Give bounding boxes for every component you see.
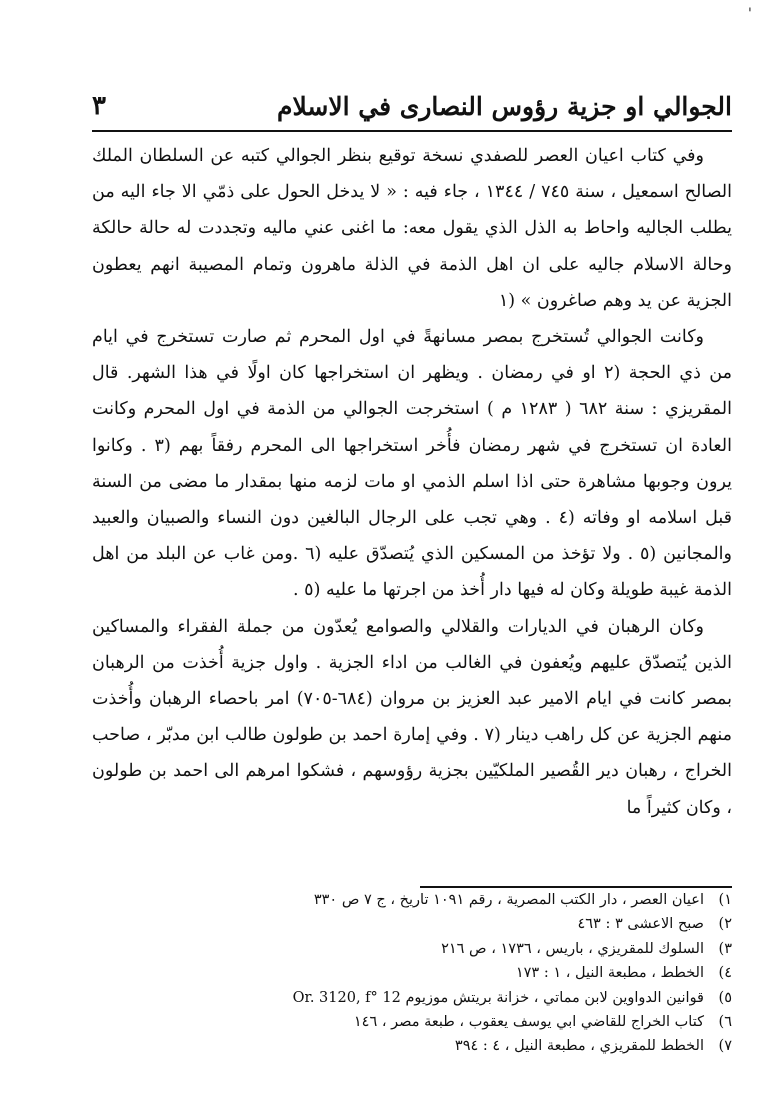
- footnote: [150, 1034, 732, 1058]
- paragraph: وفي كتاب اعيان العصر للصفدي نسخة توقيع بنظر الجوالي كتبه عن السلطان الملك الصالح اسمعيل ، سنة ٧٤٥ / ١٣٤٤ ، جاء فيه : « لا يدخل الحول على ذمّي الا جاء اليه من يطلب الجاليه واحاط به الذل الذي يقول معه: ما اغنى عني ماليه وتجددت له حالة حالكة وحالة الاسلام جاليه على ان اهل الذمة في الذلة ماهرون وتمام المصيبة انهم يعطون الجزية عن يد وهم صاغرون » (١: [92, 146, 732, 311]
- footnote: [150, 961, 732, 985]
- header-title: الجوالي او جزية رؤوس النصارى في الاسلام: [277, 91, 732, 121]
- running-header: [92, 88, 732, 124]
- footnote-number: ٥): [718, 989, 732, 1006]
- corner-mark: ': [748, 6, 752, 22]
- footnote-text: صبح الاعشى ٣ : ٤٦٣: [577, 916, 704, 933]
- body-text: [92, 138, 732, 826]
- header-divider: [92, 130, 732, 132]
- footnote-number: ٧): [718, 1038, 732, 1055]
- footnote-text: اعيان العصر ، دار الكتب المصرية ، رقم ١٠٩١ تاريخ ، ج ٧ ص ٣٣٠: [313, 892, 704, 908]
- footnotes-list: [150, 888, 732, 1059]
- footnote: [150, 912, 732, 936]
- page-number: ٣: [92, 91, 106, 121]
- footnote-number: ٣): [718, 940, 732, 957]
- footnote: [150, 986, 732, 1010]
- footnote: [150, 888, 732, 912]
- paragraph: وكان الرهبان في الديارات والقلالي والصوامع يُعدّون من جملة الفقراء والمساكين الذين يُتصدّق عليهم ويُعفون في الغالب من اداء الجزية . واول جزية أُخذت من الرهبان بمصر كانت في ايام الامير عبد العزيز بن مروان (٦٨٤-٧٠٥) امر باحصاء الرهبان وأُخذت منهم الجزية عن كل راهب دينار (٧ . وفي إمارة احمد بن طولون طالب ابن مدبّر ، صاحب الخراج ، رهبان دير القُصير الملكيّين بجزية رؤوسهم ، فشكوا امرهم الى احمد بن طولون ، وكان كثيراً ما: [92, 616, 733, 818]
- footnote-text: السلوك للمقريزي ، باريس ، ١٧٣٦ ، ص ٢١٦: [441, 940, 704, 957]
- paragraph: وكانت الجوالي تُستخرج بمصر مسانهةً في اول المحرم ثم صارت تستخرج في ايام من ذي الحجة (٢ او في رمضان . ويظهر ان استخراجها كان اولًا في هذا الشهر. قال المقريزي : سنة ٦٨٢ ( ١٢٨٣ م ) استخرجت الجوالي من الذمة في اول المحرم وكانت العادة ان تستخرج في شهر رمضان فأُخر استخراجها الى المحرم رفقاً بهم (٣ . وكانوا يرون وجوبها مشاهرة حتى اذا اسلم الذمي او مات لزمه منها بمقدار ما مضى من السنة قبل اسلامه او وفاته (٤ . وهي تجب على الرجال البالغين دون النساء والصبيان والعبيد والمجانين (٥ . ولا تؤخذ من المسكين الذي يُتصدّق عليه (٦ .ومن غاب عن البلد من اهل الذمة غيبة طويلة وكان له فيها دار أُخذ من اجرتها ما عليه (٥ .: [92, 327, 733, 601]
- footnote-text: قوانين الدواوين لابن مماتي ، خزانة بريتش موزيوم Or. 3120, f° 12: [292, 989, 704, 1006]
- footnote-text: الخطط للمقريزي ، مطبعة النيل ، ٤ : ٣٩٤: [454, 1038, 704, 1055]
- footnote-number: ٢): [718, 916, 732, 933]
- footnote-number: ٦): [718, 1014, 732, 1031]
- footnote-text: الخطط ، مطبعة النيل ، ١ : ١٧٣: [515, 965, 704, 982]
- footnote: [150, 937, 732, 961]
- footnote-text: كتاب الخراج للقاضي ابي يوسف يعقوب ، طبعة مصر ، ١٤٦: [353, 1014, 704, 1031]
- footnote-number: ٤): [718, 965, 732, 982]
- footnote: [150, 1010, 732, 1034]
- footnote-number: ١): [718, 892, 732, 908]
